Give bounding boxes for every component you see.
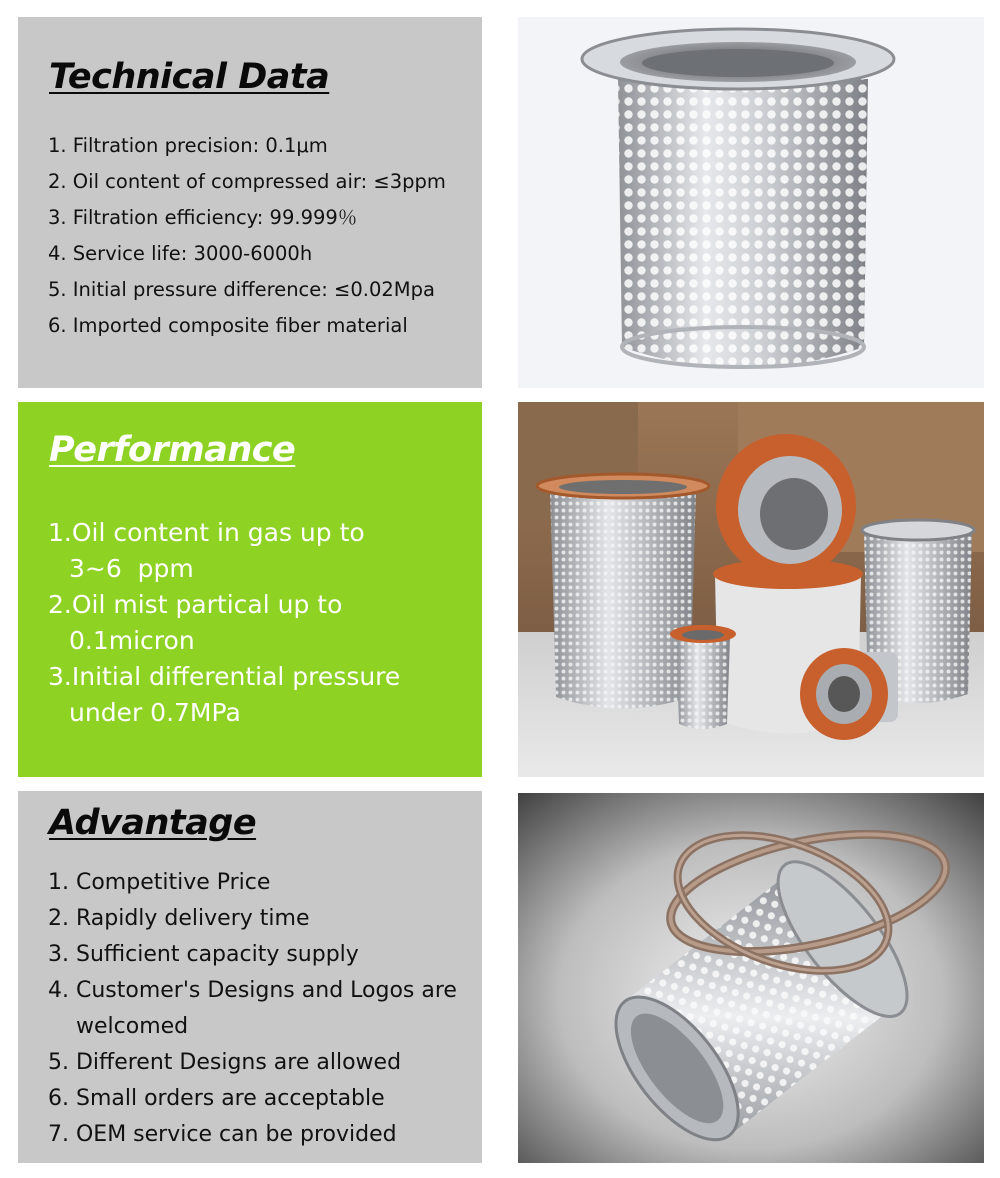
list-item: 2.Oil mist partical up to 0.1micron [48,590,343,655]
separator-filter-illustration [518,17,984,388]
list-item: 6. Imported composite fiber material [48,314,408,337]
advantage-list [48,865,476,1153]
filter-group-illustration [518,402,984,777]
filter-group-photo [518,402,984,777]
performance-panel [18,402,482,777]
list-item: 7. OEM service can be provided [48,1122,397,1147]
performance-heading: Performance [49,430,296,470]
list-item: 1.Oil content in gas up to 3~6 ppm [48,518,365,583]
performance-list [48,515,476,731]
advantage-panel [18,791,482,1163]
technical-data-list [48,128,476,344]
list-item: 3. Sufficient capacity supply [48,942,359,967]
separator-filter-photo [518,17,984,388]
list-item: 5. Initial pressure difference: ≤0.02Mpa [48,278,435,301]
filter-with-gaskets-illustration [518,793,984,1163]
list-item: 2. Oil content of compressed air: ≤3ppm [48,170,446,193]
list-item: 3. Filtration efficiency: 99.999％ [48,206,358,229]
list-item: 1. Competitive Price [48,870,271,895]
technical-data-heading: Technical Data [49,57,330,97]
list-item: 3.Initial differential pressure under 0.7MPa [48,662,401,727]
filter-with-gaskets-photo [518,793,984,1163]
list-item: 4. Customer's Designs and Logos are welcomed [48,978,457,1039]
list-item: 4. Service life: 3000-6000h [48,242,313,265]
advantage-heading: Advantage [49,803,257,843]
list-item: 1. Filtration precision: 0.1μm [48,134,328,157]
list-item: 6. Small orders are acceptable [48,1086,385,1111]
list-item: 5. Different Designs are allowed [48,1050,402,1075]
list-item: 2. Rapidly delivery time [48,906,310,931]
technical-data-panel [18,17,482,388]
